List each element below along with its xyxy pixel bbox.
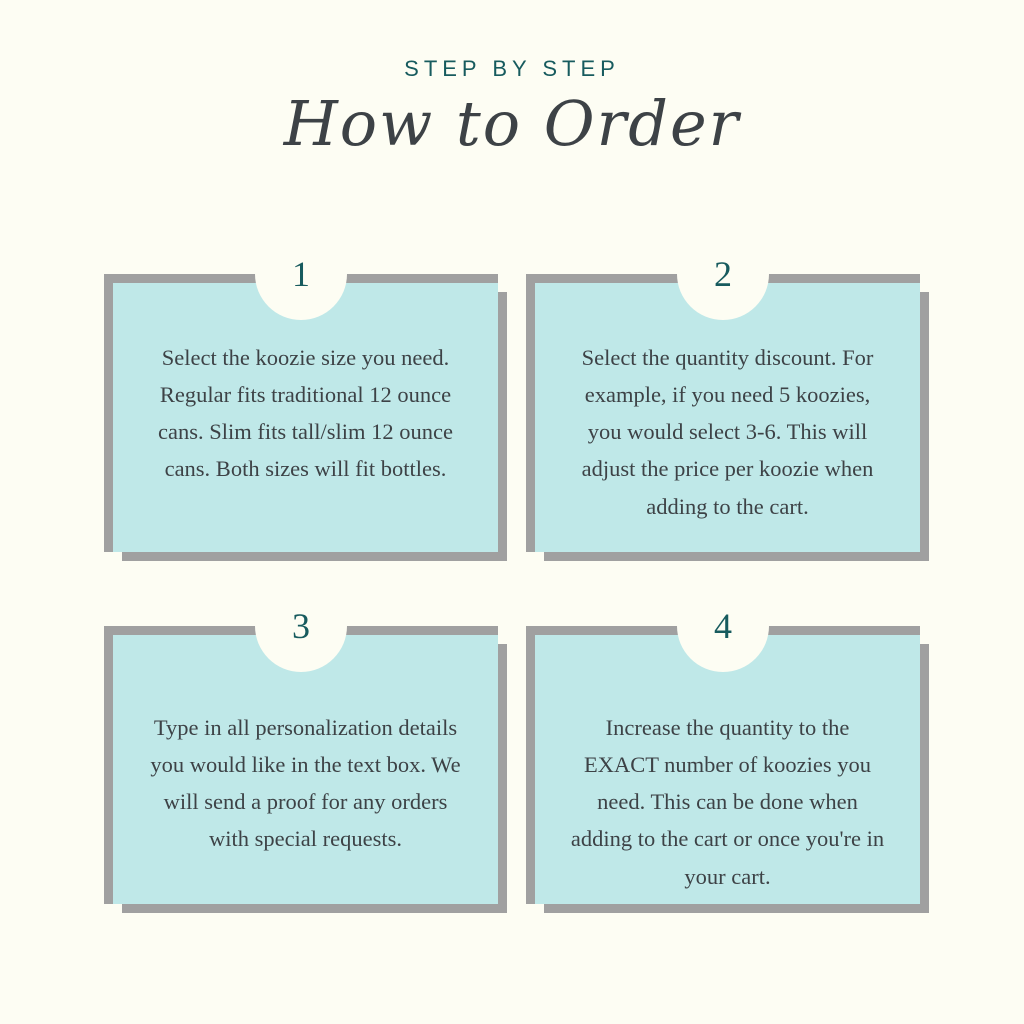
step-card-3-text: Type in all personalization details you would like in the text box. We will send a proof for any orders with special requests. — [150, 715, 461, 852]
step-number-badge-4: 4 — [677, 580, 769, 672]
step-card-4-text: Increase the quantity to the EXACT number of koozies you need. This can be done when adding to the cart or once you're in your cart. — [570, 715, 885, 889]
eyebrow-label: STEP BY STEP — [404, 56, 620, 81]
step-number-badge-1: 1 — [255, 228, 347, 320]
header — [0, 0, 1024, 159]
step-card-2-text: Select the quantity discount. For example, if you need 5 koozies, you would select 3-6. This will adjust the price per koozie when adding to the cart. — [581, 345, 874, 519]
steps-grid — [0, 228, 1024, 904]
step-card-3 — [104, 580, 498, 904]
step-card-1 — [104, 228, 498, 552]
step-number-badge-2: 2 — [677, 228, 769, 320]
page-title: How to Order — [283, 87, 741, 160]
step-number-badge-3: 3 — [255, 580, 347, 672]
step-card-4 — [526, 580, 920, 904]
step-card-2 — [526, 228, 920, 552]
step-card-1-text: Select the koozie size you need. Regular fits traditional 12 ounce cans. Slim fits tall/slim 12 ounce cans. Both sizes will fit bottles. — [158, 345, 453, 482]
